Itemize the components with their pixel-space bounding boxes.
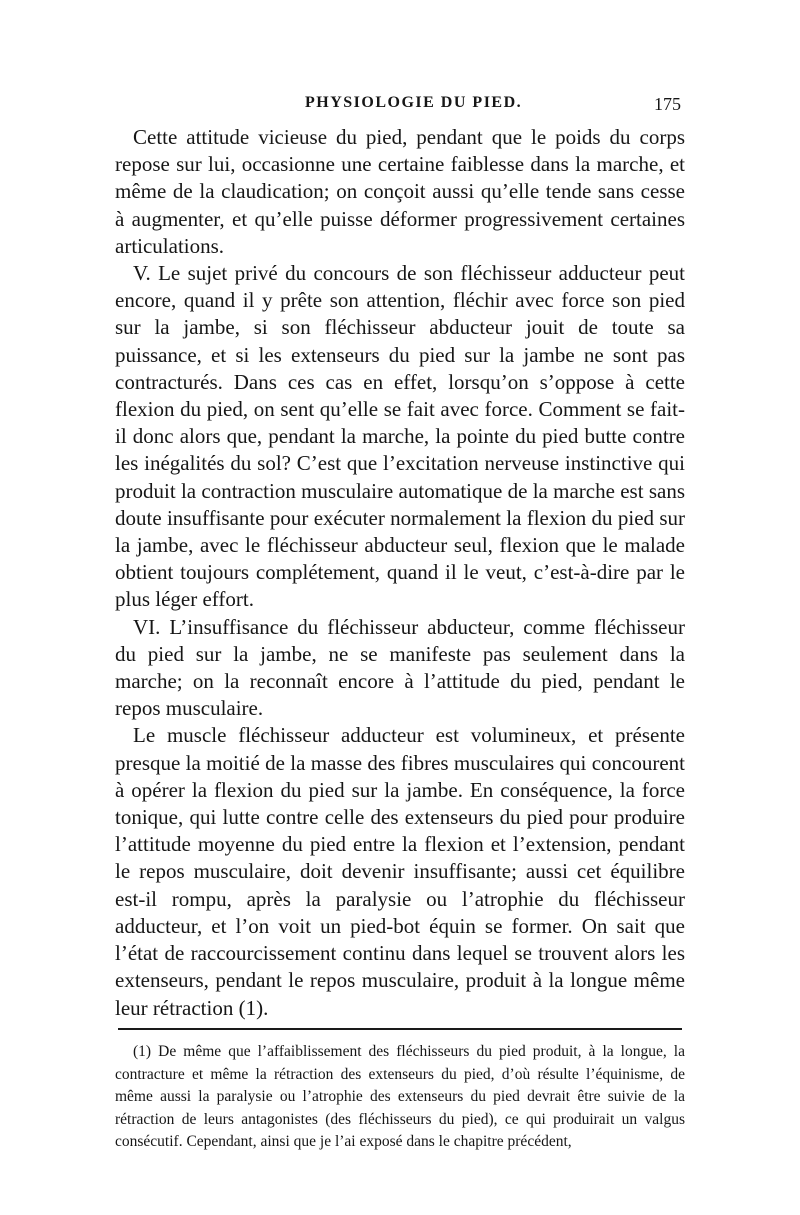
footnote-divider (118, 1028, 682, 1030)
paragraph-section-v: V. Le sujet privé du concours de son fléchisseur adducteur peut encore, quand il y prête son attention, fléchir avec force son pied sur la jambe, si son fléchisseur abducteur jouit de toute sa puissance, et si les extenseurs du pied sur la jambe ne sont pas contracturés. Dans ces cas en effet, lorsqu’on s’oppose à cette flexion du pied, on sent qu’elle se fait avec force. Comment se fait-il donc alors que, pendant la marche, la pointe du pied butte contre les inégalités du sol? C’est que l’excitation nerveuse instinctive qui produit la contraction musculaire automatique de la marche est sans doute insuffisante pour exécuter normalement la flexion du pied sur la jambe, avec le fléchisseur abducteur seul, flexion que le malade obtient toujours complétement, quand il le veut, c’est-à-dire par le plus léger effort. (115, 261, 685, 612)
running-title: PHYSIOLOGIE DU PIED. (305, 94, 523, 111)
paragraph-attitude: Cette attitude vicieuse du pied, pendant que le poids du corps repose sur lui, occasionne une certaine faiblesse dans la marche, et même de la claudication; on conçoit aussi qu’elle tende sans cesse à augmenter, et qu’elle puisse déformer progressivement certaines articulations. (115, 125, 685, 258)
paragraph-section-vi: VI. L’insuffisance du fléchisseur abducteur, comme fléchisseur du pied sur la jambe, ne se manifeste pas seulement dans la marche; on la reconnaît encore à l’attitude du pied, pendant le repos musculaire. (115, 614, 685, 721)
footnote-text: (1) De même que l’affaiblissement des fléchisseurs du pied produit, à la longue, la contracture et même la rétraction des extenseurs du pied, d’où résulte l’équinisme, de même aussi la paralysie ou l’atrophie des extenseurs du pied devrait être suivie de la rétraction de leurs antagonistes (des fléchisseurs du pied), ce qui produirait un valgus consécutif. Cependant, ainsi que je l’ai exposé dans le chapitre précédent, (115, 1043, 685, 1151)
running-head (115, 94, 685, 118)
body-text (115, 124, 685, 1022)
page-number: 175 (654, 94, 681, 114)
footnote (115, 1041, 685, 1154)
paragraph-muscle-flechisseur: Le muscle fléchisseur adducteur est volumineux, et présente presque la moitié de la masse des fibres musculaires qui concourent à opérer la flexion du pied sur la jambe. En conséquence, la force tonique, qui lutte contre celle des extenseurs du pied pour produire l’attitude moyenne du pied entre la flexion et l’extension, pendant le repos musculaire, doit devenir insuffisante; aussi cet équilibre est-il rompu, après la paralysie ou l’atrophie du fléchisseur adducteur, et l’on voit un pied-bot équin se former. On sait que l’état de raccourcissement continu dans lequel se trouvent alors les extenseurs, pendant le repos musculaire, produit à la longue même leur rétraction (1). (115, 723, 685, 1020)
